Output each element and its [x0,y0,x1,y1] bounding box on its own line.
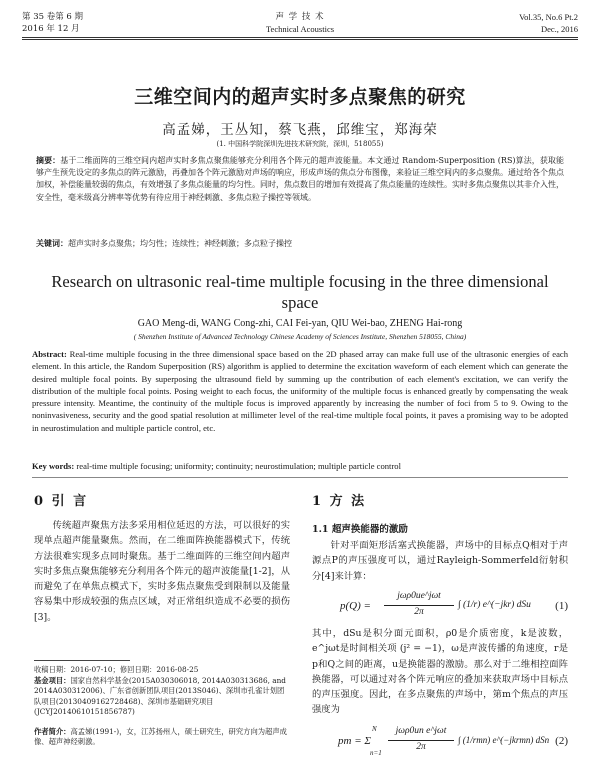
cn-abstract-label: 摘要： [36,155,61,165]
header-journal-cn: 声 学 技 术 [275,12,325,22]
header-volume: 第 35 卷第 6 期 [22,12,84,22]
header-volume-en: Vol.35, No.6 Pt.2 [519,12,578,22]
footnote-fund [34,676,290,717]
cn-keywords-text: 超声实时多点聚焦；均匀性；连续性；神经刺激；多点粒子操控 [68,239,292,248]
equation-2 [312,725,568,759]
method-paragraph-2: 其中，dSu是积分面元面积，ρ0是介质密度，k是波数，e^jωt是时间相关项 (j² = −1)，ω是声波传播的角速度，r是p和Q之间的距离，u是换能器的激励。那么对于二维相控面阵换能器，可以通过对各个阵元响应的叠加来获取声场中目标点的声压强度。因此，在多点聚焦的声场中，第m个焦点的声压强度为 [312,628,568,716]
section-method-title: 1 方 法 [312,494,367,509]
eq2-denominator: 2π [416,742,426,752]
eq2-integral: ∫ (1/rmn) e^(−jkrmn) dSn [458,735,550,745]
en-affiliation: ( Shenzhen Institute of Advanced Technology Chinese Academy of Sciences Institute, Shenzhen 518055, China) [133,332,467,341]
footnote-author [34,727,290,748]
en-title: Research on ultrasonic real-time multiple focusing in the three dimensional space [51,272,549,312]
cn-abstract [36,154,564,204]
cn-title: 三维空间内的超声实时多点聚焦的研究 [134,86,466,108]
footnote-rule [34,660,130,661]
cn-authors: 高孟娣，王丛知，蔡飞燕，邱维宝，郑海荣 [162,122,438,138]
cn-keywords-label: 关键词： [36,238,68,248]
cn-keywords [36,237,564,250]
header-date: 2016 年 12 月 [22,24,80,34]
cn-affiliation: (1. 中国科学院深圳先进技术研究院，深圳，518055) [216,140,384,148]
eq1-lhs: p(Q) = [340,600,371,612]
footnote-author-text: 高孟娣(1991-)，女，江苏扬州人，硕士研究生，研究方向为超声成像、超声神经刺激。 [34,727,287,747]
en-abstract [32,348,568,434]
header-journal-en: Technical Acoustics [265,24,335,34]
section-introduction-title: 0 引 言 [34,494,89,509]
eq2-fraction-bar [388,740,454,741]
equation-1 [312,590,568,624]
eq2-number: (2) [555,735,568,747]
subsection-excitation-title: 1.1 超声换能器的激励 [312,524,408,535]
en-keywords [32,460,568,472]
footnote-received: 收稿日期：2016-07-10；修回日期：2016-08-25 [34,665,199,674]
cn-abstract-text: 基于二维面阵的三维空间内超声实时多焦点聚焦能够充分利用各个阵元的超声波能量。本文通过 Random-Superposition (RS)算法，获取能够产生预先设定的多焦点的阵元激励，再叠加各个阵元激励对声场的响应，形成声场的焦点分布图像，来验证三维空间内的多点聚焦。通过给各个焦点加权，补偿能量较弱的焦点，有效增强了多焦点能量的均匀性。同时，焦点数目的增加有效提高了焦点能量的连续性。实时多焦点聚焦以其非介入性，安全性，毫米级高分辨率等优势有待应用于神经刺激、多焦点粒子操控等领域。 [36,156,565,202]
footnote-fund-text: 国家自然科学基金(2015A030306018, 2014A030313686, and 2014A030312006)、广东省创新团队项目(2013S046)、深圳市孔雀计划团队项目(20130409162728468)、深圳市基础研究项目(JCYJ20140610151856787) [34,676,286,716]
eq2-numerator: jωρ0un e^jωt [395,726,447,736]
en-abstract-label: Abstract: [32,349,67,359]
en-abstract-text: Real-time multiple focusing in the three dimensional space based on the 2D phased array can make full use of the ultrasonic energies of each element. In this article, the Random Superposition (RS) algorithm is applied to determine the excitation waveform of each element which can generate the desired multiple focal points. By superposing the ultrasound field by summing up the contribution of each element's excitation, we can verify the distribution of the multiple focal points. Posing weight to each focus, the uniformity of the multiple focus is enhanced greatly by compensating the weak pressure intensity. Meantime, the continuity of the multiple focus is improved apparently by increasing the number of foci from 5 to 9. Owing to the noninvasiveness, security and the good spatial resolution at millimeter level of the real-time multiple focal points, it paves a promising way to be adopted in neurostimulation and multiple particle control, etc. [32,349,568,433]
method-paragraph-1: 针对平面矩形活塞式换能器，声场中的目标点Q相对于声源点P的声压强度可以，通过Rayleigh-Sommerfeld衍射积分[4]来计算： [312,540,568,582]
footnote-fund-label: 基金项目： [34,676,71,685]
eq1-fraction-bar [384,605,454,606]
eq2-sum-bottom: n=1 [370,749,382,757]
footnote-author-label: 作者简介： [34,727,71,736]
eq1-number: (1) [555,600,568,612]
eq1-numerator: jωρ0ue^jωt [397,591,441,601]
eq1-denominator: 2π [414,607,424,617]
en-keywords-text: real-time multiple focusing; uniformity; continuity; neurostimulation; multiple particle control [76,461,401,471]
eq2-sum-top: N [372,725,377,733]
en-authors: GAO Meng-di, WANG Cong-zhi, CAI Fei-yan, QIU Wei-bao, ZHENG Hai-rong [137,318,463,329]
abstract-rule [32,477,568,478]
header-date-en: Dec., 2016 [540,24,578,34]
eq2-lhs: pm = Σ [338,735,371,747]
header-rule [22,37,578,38]
header-rule-2 [22,39,578,40]
introduction-paragraph: 传统超声聚焦方法多采用相位延迟的方法，可以很好的实现单点超声能量聚焦。然而，在二维面阵换能器模式下，传统方法很难实现多点同时聚焦。基于二维面阵的三维空间内超声实时多焦点聚焦能够充分利用各个阵元的超声波能量[1-2]，从而避免了在单焦点模式下，实时多焦点聚焦受到限制以及能量容易集中形成较强的焦点区域，对正常组织造成不必要的损伤[3]。 [34,520,290,623]
en-keywords-label: Key words: [32,461,75,471]
eq1-integral: ∫ (1/r) e^(−jkr) dSu [458,600,531,610]
